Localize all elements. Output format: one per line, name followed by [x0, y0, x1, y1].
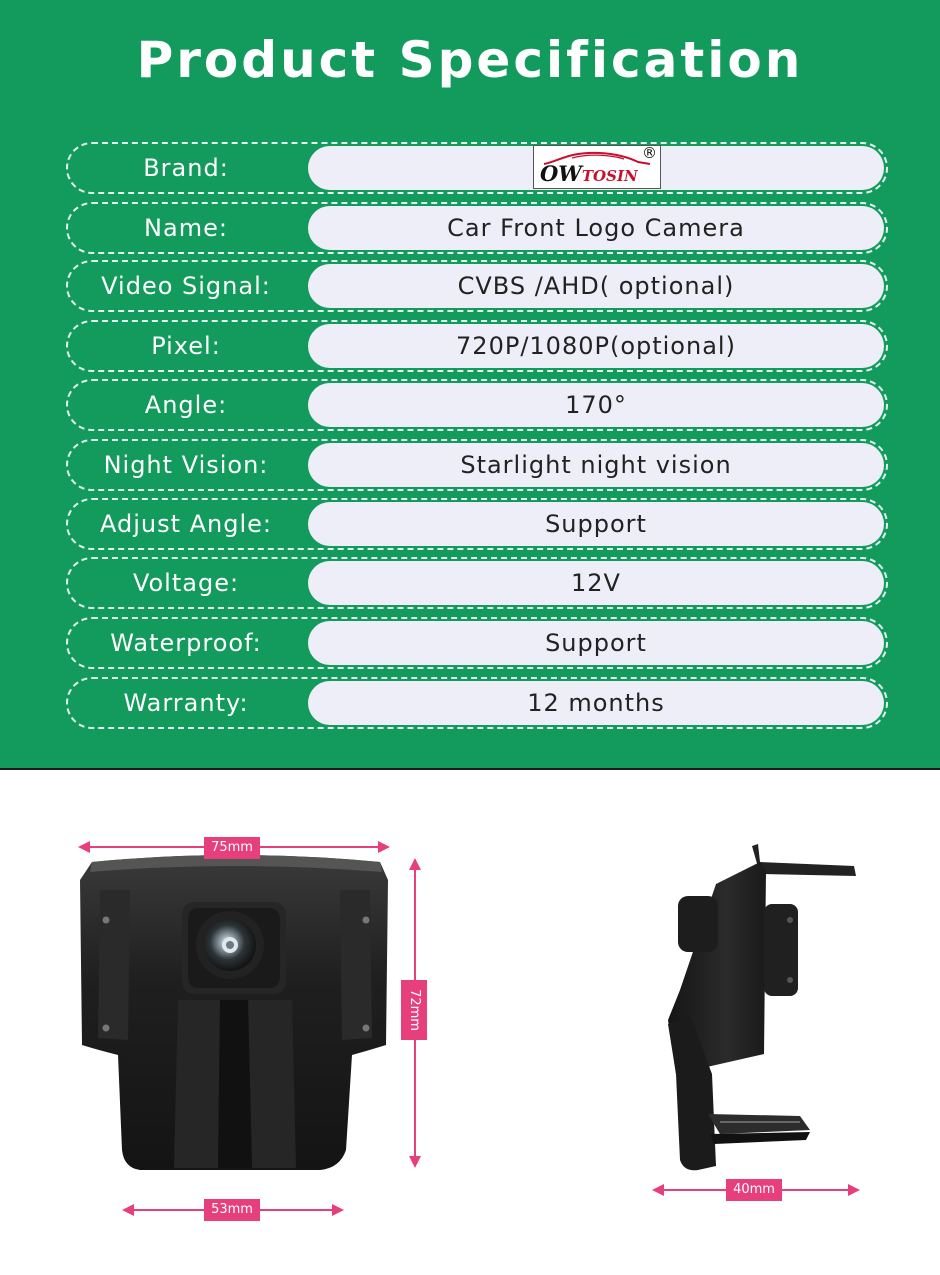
spec-value: CVBS /AHD( optional) [308, 264, 884, 308]
spec-label: Name: [144, 214, 228, 242]
spec-label: Brand: [143, 154, 229, 182]
spec-label: Waterproof: [110, 629, 262, 657]
spec-row-angle [66, 379, 888, 431]
spec-row-adjust-angle [66, 498, 888, 550]
section-divider [0, 768, 940, 770]
spec-row-warranty [66, 677, 888, 729]
spec-label: Angle: [144, 391, 228, 419]
camera-front-view-image [70, 850, 400, 1180]
brand-logo [533, 145, 661, 189]
spec-row-brand [66, 142, 888, 194]
spec-label: Video Signal: [101, 272, 271, 300]
spec-value-brand [308, 146, 884, 190]
spec-value: Support [308, 621, 884, 665]
spec-value: Support [308, 502, 884, 546]
spec-value: 12 months [308, 681, 884, 725]
spec-value: 720P/1080P(optional) [308, 324, 884, 368]
camera-side-view-image [640, 840, 870, 1180]
spec-value: Car Front Logo Camera [308, 206, 884, 250]
spec-value: 12V [308, 561, 884, 605]
spec-row-video-signal [66, 260, 888, 312]
registered-mark: ® [642, 144, 658, 162]
spec-label: Pixel: [151, 332, 221, 360]
spec-row-pixel [66, 320, 888, 372]
spec-label: Night Vision: [103, 451, 269, 479]
spec-value: Starlight night vision [308, 443, 884, 487]
spec-row-waterproof [66, 617, 888, 669]
spec-label: Adjust Angle: [99, 510, 273, 538]
spec-row-name [66, 202, 888, 254]
dimension-label-width-bottom: 53mm [204, 1199, 260, 1221]
dimension-label-depth: 40mm [726, 1179, 782, 1201]
spec-label: Warranty: [123, 689, 249, 717]
dimension-label-height: 72mm [401, 980, 427, 1040]
page-title: Product Specification [136, 31, 804, 89]
spec-row-night-vision [66, 439, 888, 491]
dimension-label-width-top: 75mm [204, 837, 260, 859]
spec-label: Voltage: [132, 569, 240, 597]
brand-logo-text: OWTOSIN [540, 161, 638, 186]
spec-value: 170° [308, 383, 884, 427]
spec-row-voltage [66, 557, 888, 609]
